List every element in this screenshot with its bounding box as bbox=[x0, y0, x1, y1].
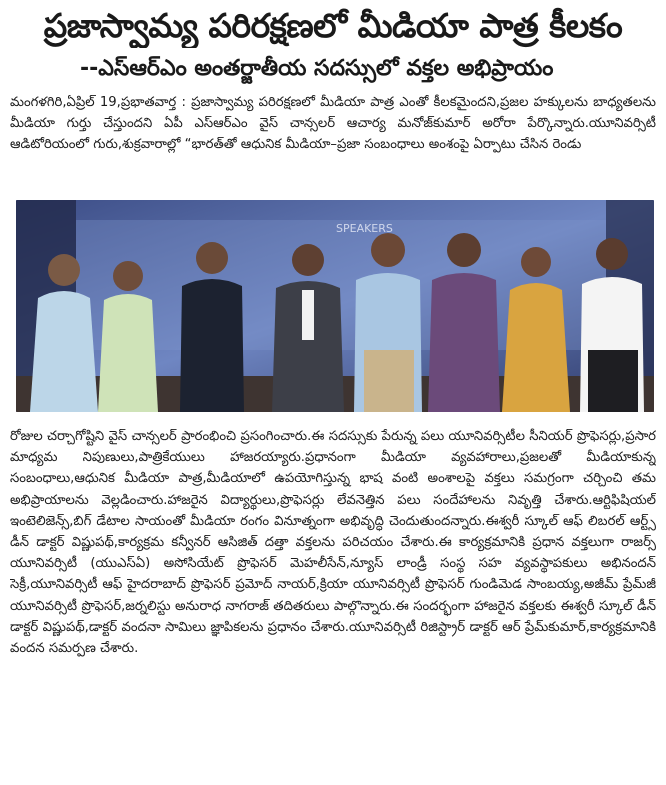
backdrop-text: SPEAKERS bbox=[336, 222, 393, 235]
intro-paragraph: మంగళగిరి,ఏప్రిల్ 19,ప్రభాతవార్త : ప్రజాస్వామ్య పరిరక్షణలో మీడియా పాత్ర ఎంతో కీలకమైందని,ప్రజల హక్కులను బాధ్యతలను మీడియా గుర్తు చేస్తుందని ఏపీ ఎస్‌ఆర్‌ఎం వైస్ చాన్సలర్ ఆచార్య మనోజ్‌కుమార్ అరోరా పేర్కొన్నారు.యూనివర్సిటీ ఆడిటోరియంలో గురు,శుక్రవారాల్లో “భారత్‌తో ఆధునిక మీడియా–ప్రజా సంబంధాలు అంశంపై ఏర్పాటు చేసిన రెండు bbox=[10, 95, 656, 153]
body-paragraph: రోజుల చర్చాగోష్టిని వైస్ చాన్సలర్ ప్రారంభించి ప్రసంగించారు.ఈ సదస్సుకు పేరున్న పలు యూనివర్సిటీల సీనియర్ ప్రొఫెసర్లు,ప్రసార మాధ్యమ నిపుణులు,పాత్రికేయులు హాజరయ్యారు.ప్రధానంగా మీడియా వ్యవహారాలు,ప్రజలతో మీడియాకున్న సంబంధాలు,ఆధునిక మీడియా పాత్ర,మీడియాలో ఉపయోగిస్తున్న భాష వంటి అంశాలపై వక్తలు సమగ్రంగా చర్చించి తమ అభిప్రాయాలను వెల్లడించారు.హాజరైన విద్యార్థులు,ప్రొఫెసర్లు లేవనెత్తిన పలు సందేహాలను నివృత్తి చేశారు.ఆర్టిఫిషియల్ ఇంటెలిజెన్స్,బిగ్ డేటాల సాయంతో మీడియా రంగం వినూత్నంగా అభివృద్ధి చెందుతుందన్నారు.ఈశ్వరీ స్కూల్ ఆఫ్ లిబరల్ ఆర్ట్స్ డీన్ డాక్టర్ విష్ణుపథ్,కార్యక్రమ కన్వీనర్ ఆసిజిత్ దత్తా వక్తలను పరిచయం చేశారు.ఈ కార్యక్రమానికి ప్రధాన వక్తలుగా రాజర్స్ యూనివర్సిటీ (యుఎస్ఏ) అసోసియేట్ ప్రొఫెసర్ మెహలీసేన్,న్యూస్ లాండ్రీ సంస్థ సహ వ్యవస్థాపకులు అభినందన్ సెక్రీ,యూనివర్సిటీ ఆఫ్ హైదరాబాద్ ప్రొఫెసర్ ప్రమోద్ నాయర్,క్రియా యూనివర్సిటీ ప్రొఫెసర్ గుండిమెడ సాంబయ్య,అజీమ్ ప్రేమ్‌జీ యూనివర్సిటీ ప్రొఫెసర్,జర్నలిస్టు అనురాధ నాగరాజ్ తదితరులు పాల్గొన్నారు.ఈ సందర్భంగా హాజరైన వక్తలకు ఈశ్వరీ స్కూల్ డీన్ డాక్టర్ విష్ణుపథ్,డాక్టర్ వందనా సామిలు జ్ఞాపికలను ప్రధానం చేశారు.యూనివర్సిటీ రిజిస్ట్రార్ డాక్టర్ ఆర్ ప్రేమ్‌కుమార్,కార్యక్రమానికి వందన సమర్పణ చేశారు. bbox=[10, 429, 656, 657]
subheadline: --ఎస్‌ఆర్‌ఎం అంతర్జాతీయ సదస్సులో వక్తల అభిప్రాయం bbox=[80, 56, 554, 81]
group-photo-illustration bbox=[16, 200, 654, 412]
headline: ప్రజాస్వామ్య పరిరక్షణలో మీడియా పాత్ర కీలకం bbox=[43, 6, 623, 45]
group-photo bbox=[16, 200, 654, 412]
